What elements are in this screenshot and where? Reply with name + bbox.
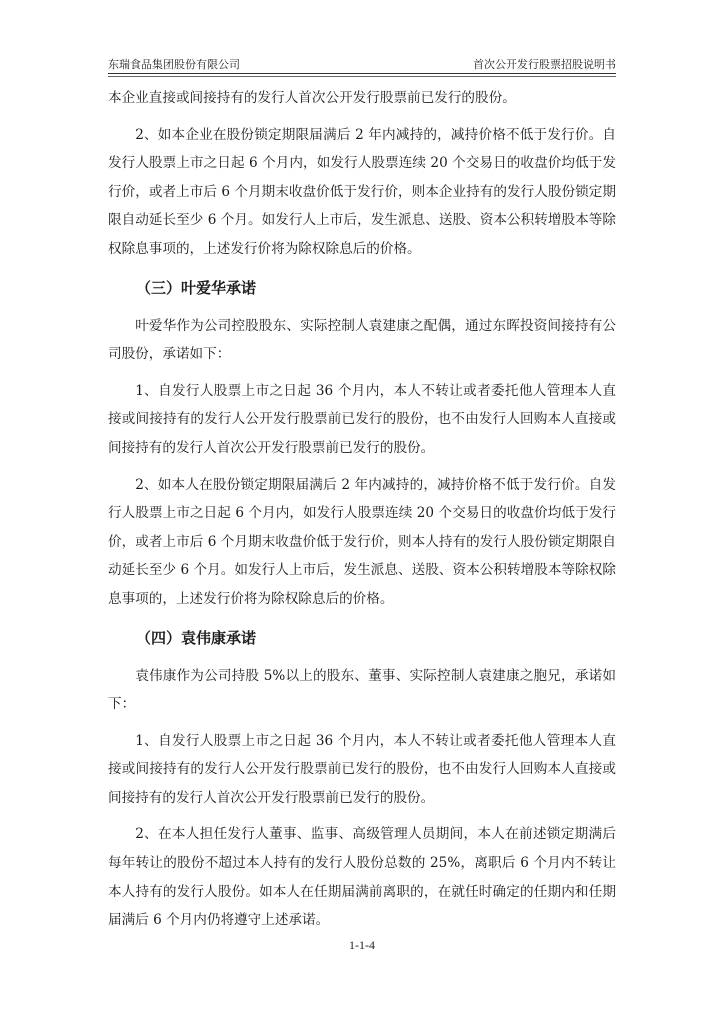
paragraph-ye-aihua-intro: 叶爱华作为公司控股股东、实际控制人袁建康之配偶，通过东晖投资间接持有公司股份，承诺如下： [108,317,616,363]
page-header [108,56,616,73]
paragraph-continuation: 本企业直接或间接持有的发行人首次公开发行股票前已发行的股份。 [108,90,516,106]
paragraph-enterprise-commitment-2: 2、如本企业在股份锁定期限届满后 2 年内减持的，减持价格不低于发行价。自发行人股票上市之日起 6 个月内，如发行人股票连续 20 个交易日的收盘价均低于发行价，或者上市后 6 个月期末收盘价低于发行价，则本企业持有的发行人股份锁定期限自动延长至少 6 个月。如发行人上市后，发生派息、送股、资本公积转增股本等除权除息事项的，上述发行价将为除权除息后的价格。 [108,126,616,257]
paragraph-yuan-weikang-intro: 袁伟康作为公司持股 5%以上的股东、董事、实际控制人袁建康之胞兄，承诺如下： [108,667,616,713]
page-number: 1-1-4 [349,938,375,952]
header-rule-thin [108,76,616,77]
header-document-title: 首次公开发行股票招股说明书 [473,58,616,71]
paragraph-yuan-weikang-commitment-2: 2、在本人担任发行人董事、监事、高级管理人员期间，本人在前述锁定期满后每年转让的股份不超过本人持有的发行人股份总数的 25%，离职后 6 个月内不转让本人持有的发行人股份。如本人在任期届满前离职的，在就任时确定的任期内和任期届满后 6 个月内仍将遵守上述承诺。 [108,826,616,929]
section-heading-ye-aihua: （三）叶爱华承诺 [136,278,257,297]
header-company-name: 东瑞食品集团股份有限公司 [108,58,240,71]
document-body [108,84,616,935]
paragraph-ye-aihua-commitment-2: 2、如本人在股份锁定期限届满后 2 年内减持的，减持价格不低于发行价。自发行人股票上市之日起 6 个月内，如发行人股票连续 20 个交易日的收盘价均低于发行价，或者上市后 6 个月期末收盘价低于发行价，则本人持有的发行人股份锁定期限自动延长至少 6 个月。如发行人上市后，发生派息、送股、资本公积转增股本等除权除息事项的，上述发行价将为除权除息后的价格。 [108,476,616,607]
header-rule [108,73,616,74]
paragraph-ye-aihua-commitment-1: 1、自发行人股票上市之日起 36 个月内，本人不转让或者委托他人管理本人直接或间接持有的发行人公开发行股票前已发行的股份，也不由发行人回购本人直接或间接持有的发行人首次公开发行股票前已发行的股份。 [108,382,616,456]
paragraph-yuan-weikang-commitment-1: 1、自发行人股票上市之日起 36 个月内，本人不转让或者委托他人管理本人直接或间接持有的发行人公开发行股票前已发行的股份，也不由发行人回购本人直接或间接持有的发行人首次公开发行股票前已发行的股份。 [108,732,616,806]
section-heading-yuan-weikang: （四）袁伟康承诺 [136,628,257,647]
